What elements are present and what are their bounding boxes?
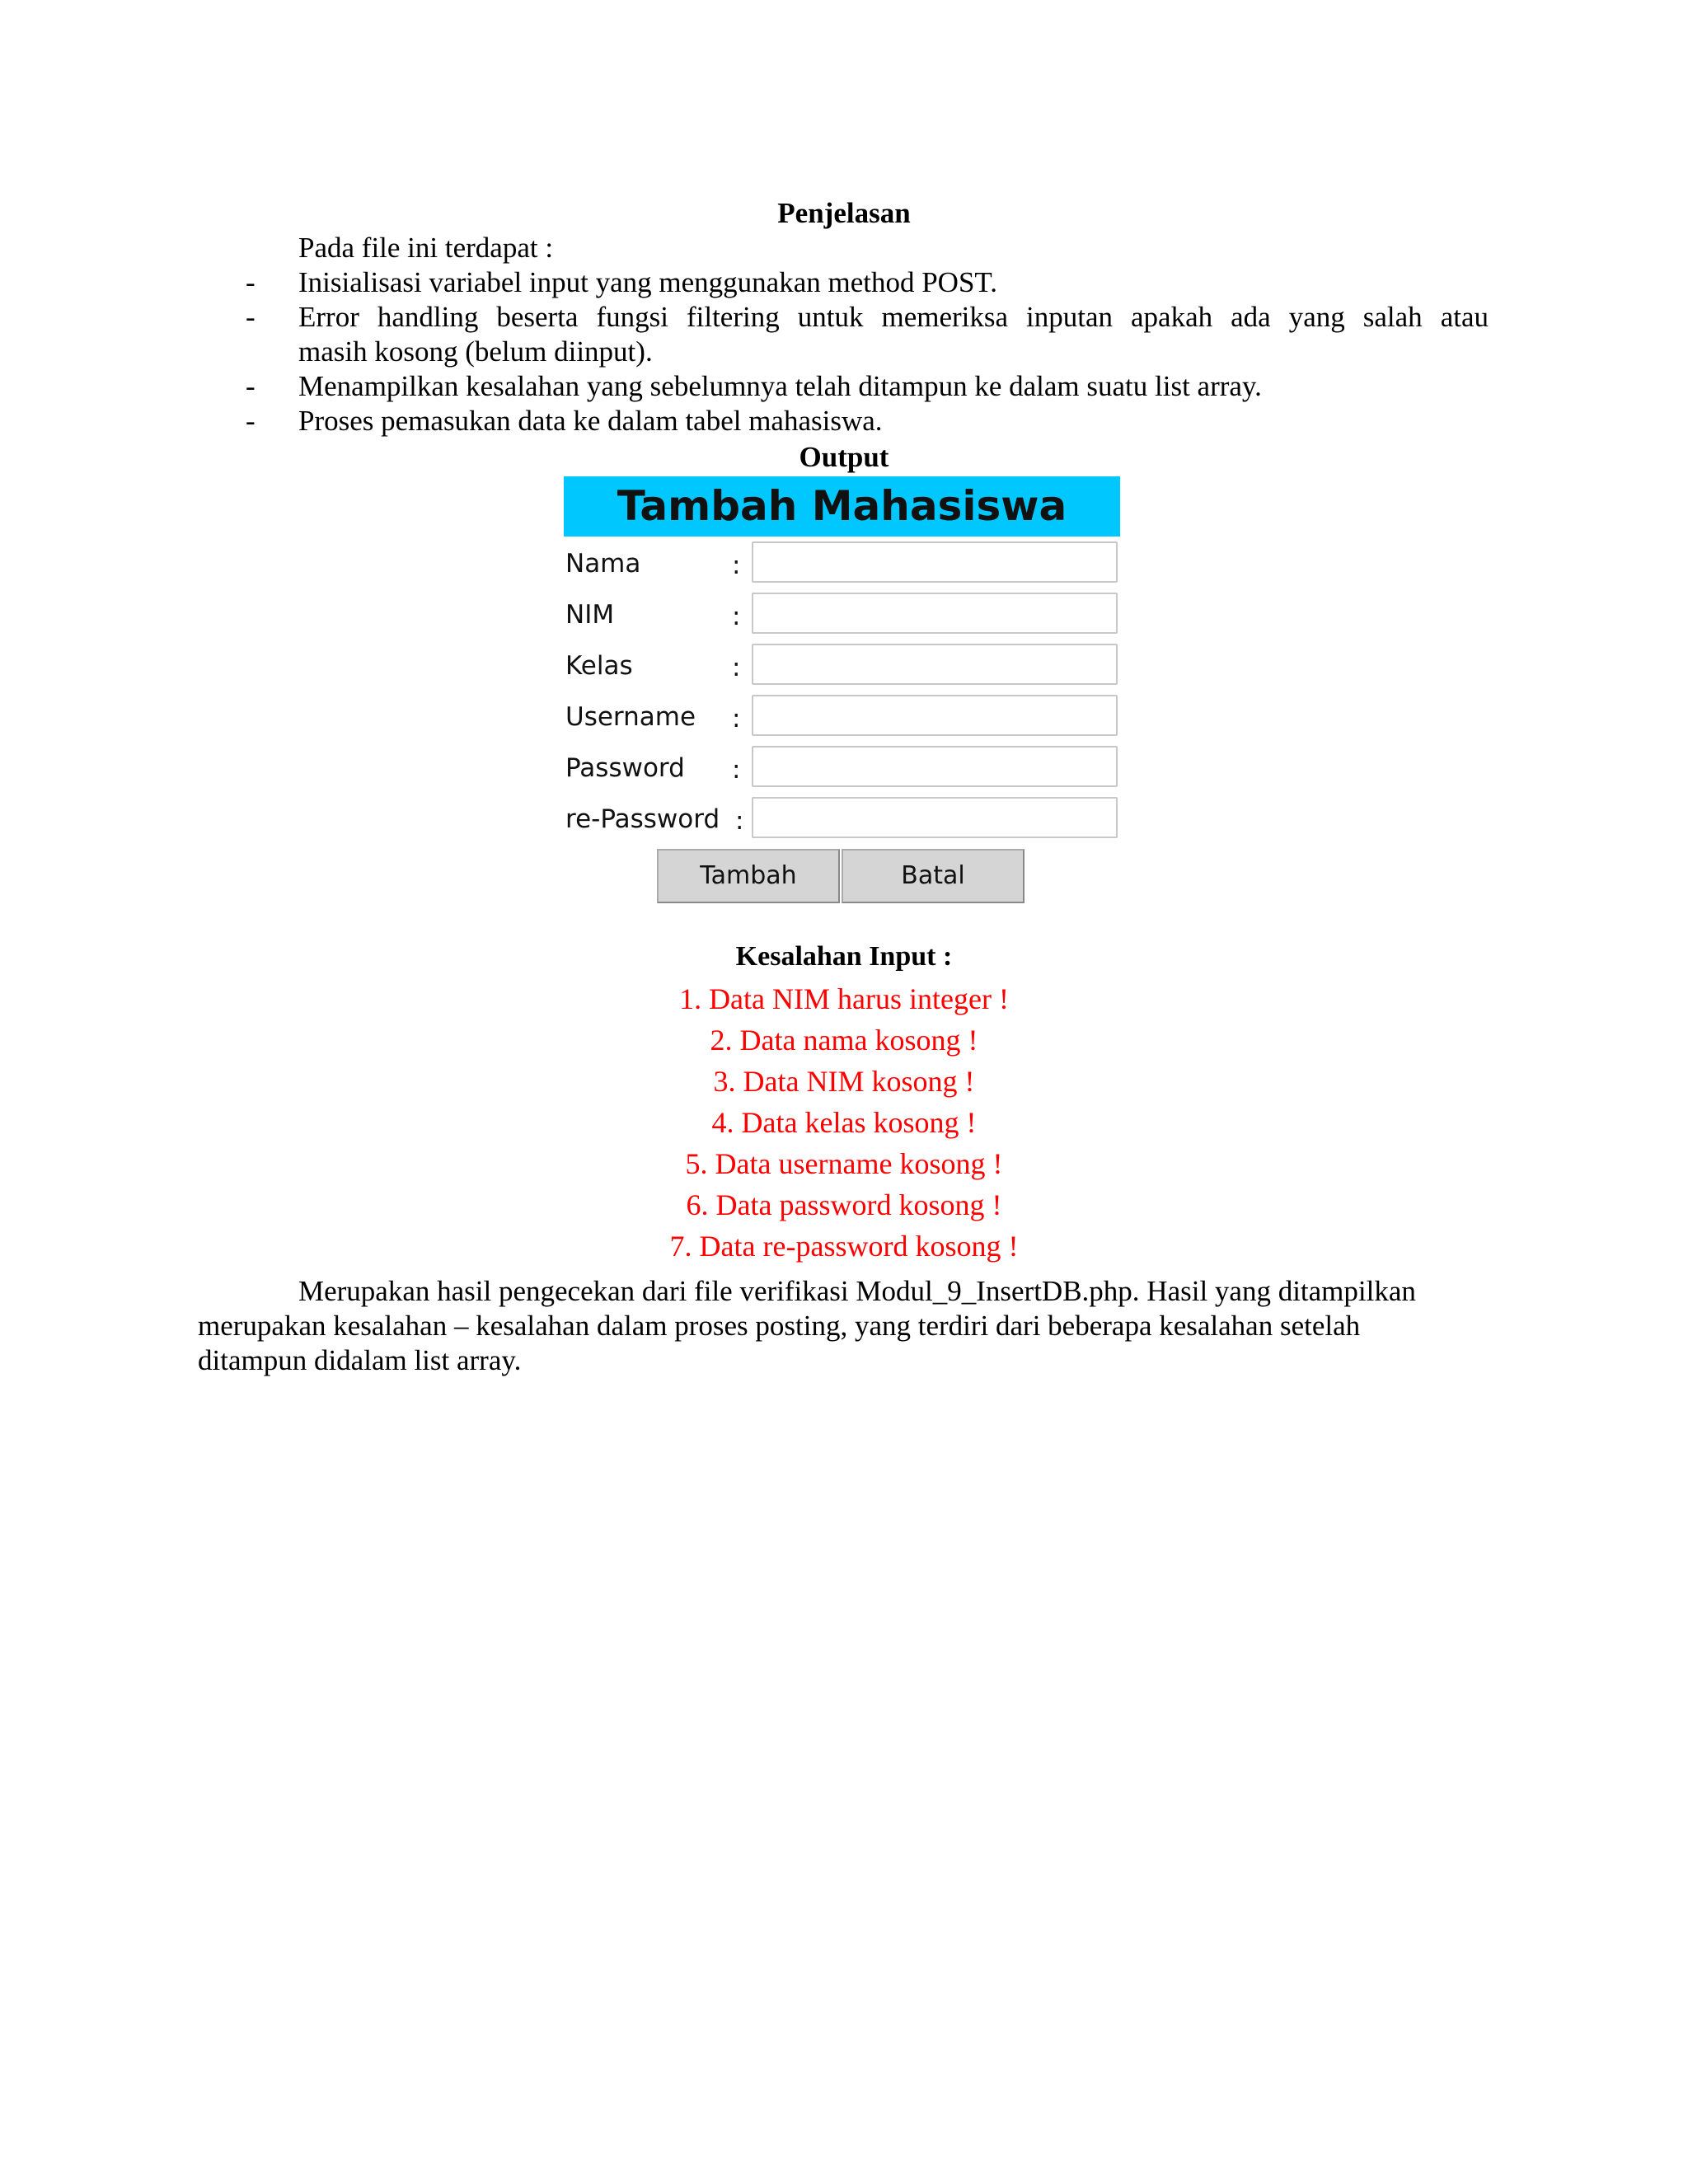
bullet-marker: - bbox=[246, 370, 256, 402]
form-row-username bbox=[564, 695, 1120, 739]
batal-button[interactable]: Batal bbox=[842, 849, 1025, 903]
field-colon: : bbox=[732, 755, 741, 785]
field-colon: : bbox=[735, 806, 744, 836]
form-screenshot bbox=[564, 476, 1120, 905]
error-item: 4. Data kelas kosong ! bbox=[711, 1106, 977, 1139]
error-item: 3. Data NIM kosong ! bbox=[713, 1065, 975, 1098]
form-row-repassword bbox=[564, 797, 1120, 841]
bullet-item: Inisialisasi variabel input yang menggunakan method POST. bbox=[298, 266, 997, 298]
nim-input[interactable] bbox=[752, 593, 1118, 634]
bullet-marker: - bbox=[246, 266, 256, 298]
field-colon: : bbox=[732, 653, 741, 682]
field-colon: : bbox=[732, 602, 741, 631]
form-row-password bbox=[564, 746, 1120, 790]
field-label: Username bbox=[565, 702, 696, 732]
field-label: re-Password bbox=[565, 804, 720, 834]
errors-title: Kesalahan Input : bbox=[735, 941, 953, 972]
form-row-kelas bbox=[564, 644, 1120, 688]
conclusion-line2: merupakan kesalahan – kesalahan dalam proses posting, yang terdiri dari beberapa kesalahan setelah bbox=[198, 1310, 1361, 1342]
bullet-item: Menampilkan kesalahan yang sebelumnya telah ditampun ke dalam suatu list array. bbox=[298, 370, 1262, 402]
username-input[interactable] bbox=[752, 695, 1118, 736]
form-title: Tambah Mahasiswa bbox=[564, 476, 1120, 537]
error-item: 6. Data password kosong ! bbox=[686, 1188, 1002, 1221]
output-heading: Output bbox=[799, 441, 889, 473]
field-label: Password bbox=[565, 753, 685, 783]
field-label: Kelas bbox=[565, 651, 633, 681]
intro-text: Pada file ini terdapat : bbox=[298, 232, 554, 264]
nama-input[interactable] bbox=[752, 541, 1118, 583]
section-heading: Penjelasan bbox=[777, 197, 911, 229]
bullet-item: Proses pemasukan data ke dalam tabel mahasiswa. bbox=[298, 405, 883, 437]
tambah-button[interactable]: Tambah bbox=[657, 849, 840, 903]
field-colon: : bbox=[732, 704, 741, 733]
error-item: 5. Data username kosong ! bbox=[685, 1147, 1003, 1180]
error-item: 2. Data nama kosong ! bbox=[710, 1024, 978, 1057]
bullet-item-line1: Error handling beserta fungsi filtering untuk memeriksa inputan apakah ada yang salah atau bbox=[298, 301, 1489, 333]
conclusion-line3: ditampun didalam list array. bbox=[198, 1344, 522, 1376]
bullet-marker: - bbox=[246, 405, 256, 437]
field-label: Nama bbox=[565, 549, 641, 579]
bullet-item-line2: masih kosong (belum diinput). bbox=[298, 335, 653, 368]
form-row-nama bbox=[564, 541, 1120, 586]
conclusion-line1: Merupakan hasil pengecekan dari file verifikasi Modul_9_InsertDB.php. Hasil yang ditampilkan bbox=[298, 1275, 1416, 1307]
form-row-nim bbox=[564, 593, 1120, 637]
error-item: 7. Data re-password kosong ! bbox=[669, 1230, 1019, 1263]
repassword-input[interactable] bbox=[752, 797, 1118, 838]
error-item: 1. Data NIM harus integer ! bbox=[679, 982, 1009, 1015]
field-colon: : bbox=[732, 551, 741, 580]
kelas-input[interactable] bbox=[752, 644, 1118, 685]
field-label: NIM bbox=[565, 600, 615, 630]
bullet-marker: - bbox=[246, 301, 256, 333]
password-input[interactable] bbox=[752, 746, 1118, 787]
